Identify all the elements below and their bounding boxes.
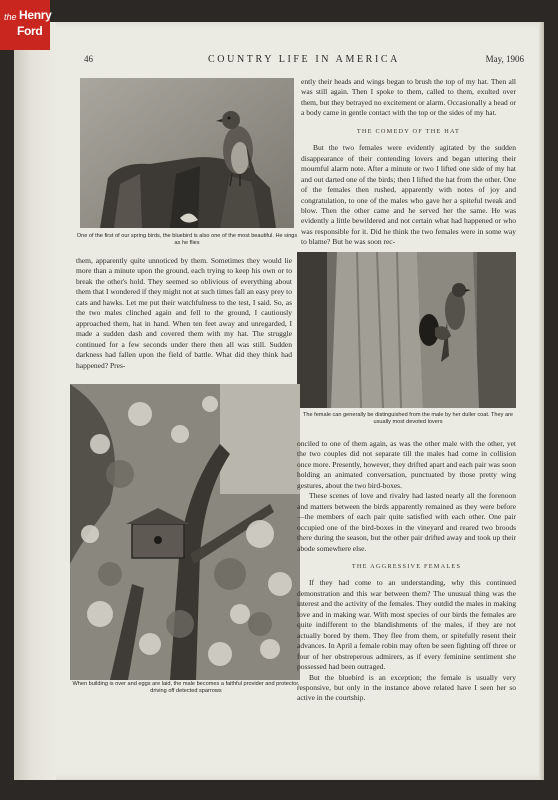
text-left-mid — [76, 256, 292, 371]
bluebird-stump-image — [80, 78, 294, 228]
section-heading-hat: THE COMEDY OF THE HAT — [356, 127, 461, 135]
page-edge — [538, 22, 544, 780]
issue-date: May, 1906 — [485, 54, 524, 64]
paragraph: If they had come to an understanding, why this continued demonstration and this war between them? The unusual thing was the interest and the activity of the females. They outdid the males in making love and in making war. With most species of our birds the females are quite indifferent to the blandishments of the males, if they are not actually bored by them. They flee from them, or spitefully resent their advances. In April a female robin may often be seen fighting off three or four of her obstreperous admirers, as if every feminine sentiment she possessed had been outraged. — [297, 578, 516, 672]
magazine-page — [14, 22, 544, 780]
paragraph: onciled to one of them again, as was the other male with the other, yet the two couples did not separate till the males had come in collision once more. Presently, however, they drifted apart and each pair was soon holding an animated conversation, punctuated by those pretty wing gestures, about the two bird-boxes. — [297, 439, 516, 490]
caption-photo3: When building is over and eggs are laid, the male becomes a faithful provider and protector, driving off detected sparrows — [72, 681, 300, 695]
tree-birdbox-image — [297, 252, 516, 408]
page-number: 46 — [84, 54, 93, 64]
paragraph: But the two females were evidently agitated by the sudden disappearance of their contending lovers and began uttering their mournful alarm note. After a minute or two I lifted one side of my hat and out darted one of the birds; then I lifted the hat from the other. One of the females then rushed, apparently with notes of joy and congratulation, to one of the males who gave her a spiteful tweak and blow. Then the other came and he served her the same. He was evidently a little bewildered and not certain what had happened or who was responsible for it. Did he think the two females were in some way to blame? But he was soon rec- — [301, 143, 516, 247]
section-heading-females: THE AGGRESSIVE FEMALES — [351, 562, 462, 570]
paragraph: them, apparently quite unnoticed by them. Sometimes they would lie more than a minute upon the ground, each trying to keep his own or to break the other's hold. They seemed so oblivious of everything about them that I wondered if they might not at such times fall an easy prey to cats and hawks. Let me put their watchfulness to the test, I said. So, as the two males clinched again and fell to the ground, I cautiously approached them, hat in hand. When ten feet away and unregarded, I made a sudden dash and covered them with my hat. The struggle continued for a few seconds under there then all was still. Sudden darkness had fallen upon the field of battle. What did they think had happened? Pres- — [76, 256, 292, 370]
caption-photo2: The female can generally be distinguished from the male by her duller coat. They are usually most devoted lovers — [302, 412, 514, 426]
text-right-top — [301, 77, 516, 248]
photo-tree-birdbox — [297, 252, 516, 408]
henry-ford-logo: the Henry Ford — [0, 0, 50, 50]
text-right-mid — [297, 439, 516, 704]
magazine-title: COUNTRY LIFE IN AMERICA — [208, 54, 400, 65]
paragraph: These scenes of love and rivalry had lasted nearly all the forenoon and matters between the birds apparently remained as they were before—the members of each pair quite satisfied with each other. One pair occupied one of the bird-boxes in the vineyard and reared two broods there during the season, but the other pair drifted away and took up their abode somewhere else. — [297, 491, 516, 553]
paragraph: ently their heads and wings began to brush the top of my hat. Then all was still again. Then I spoke to them, called to them, exulted over them, but they betrayed no excitement or alarm. Occasionally a head or a body came in gentle contact with the top or the sides of my hat. — [301, 77, 516, 118]
caption-photo1: One of the first of our spring birds, the bluebird is also one of the most beautiful. He sings as he flies — [76, 233, 298, 247]
page-gutter — [14, 22, 56, 780]
photo-blossom-birdbox — [70, 384, 300, 680]
blossom-birdbox-image — [70, 384, 300, 680]
photo-bluebird-stump — [80, 78, 294, 228]
paragraph: But the bluebird is an exception; the female is usually very responsive, but only in the instance above related have I seen her so active in the courtship. — [297, 672, 516, 703]
